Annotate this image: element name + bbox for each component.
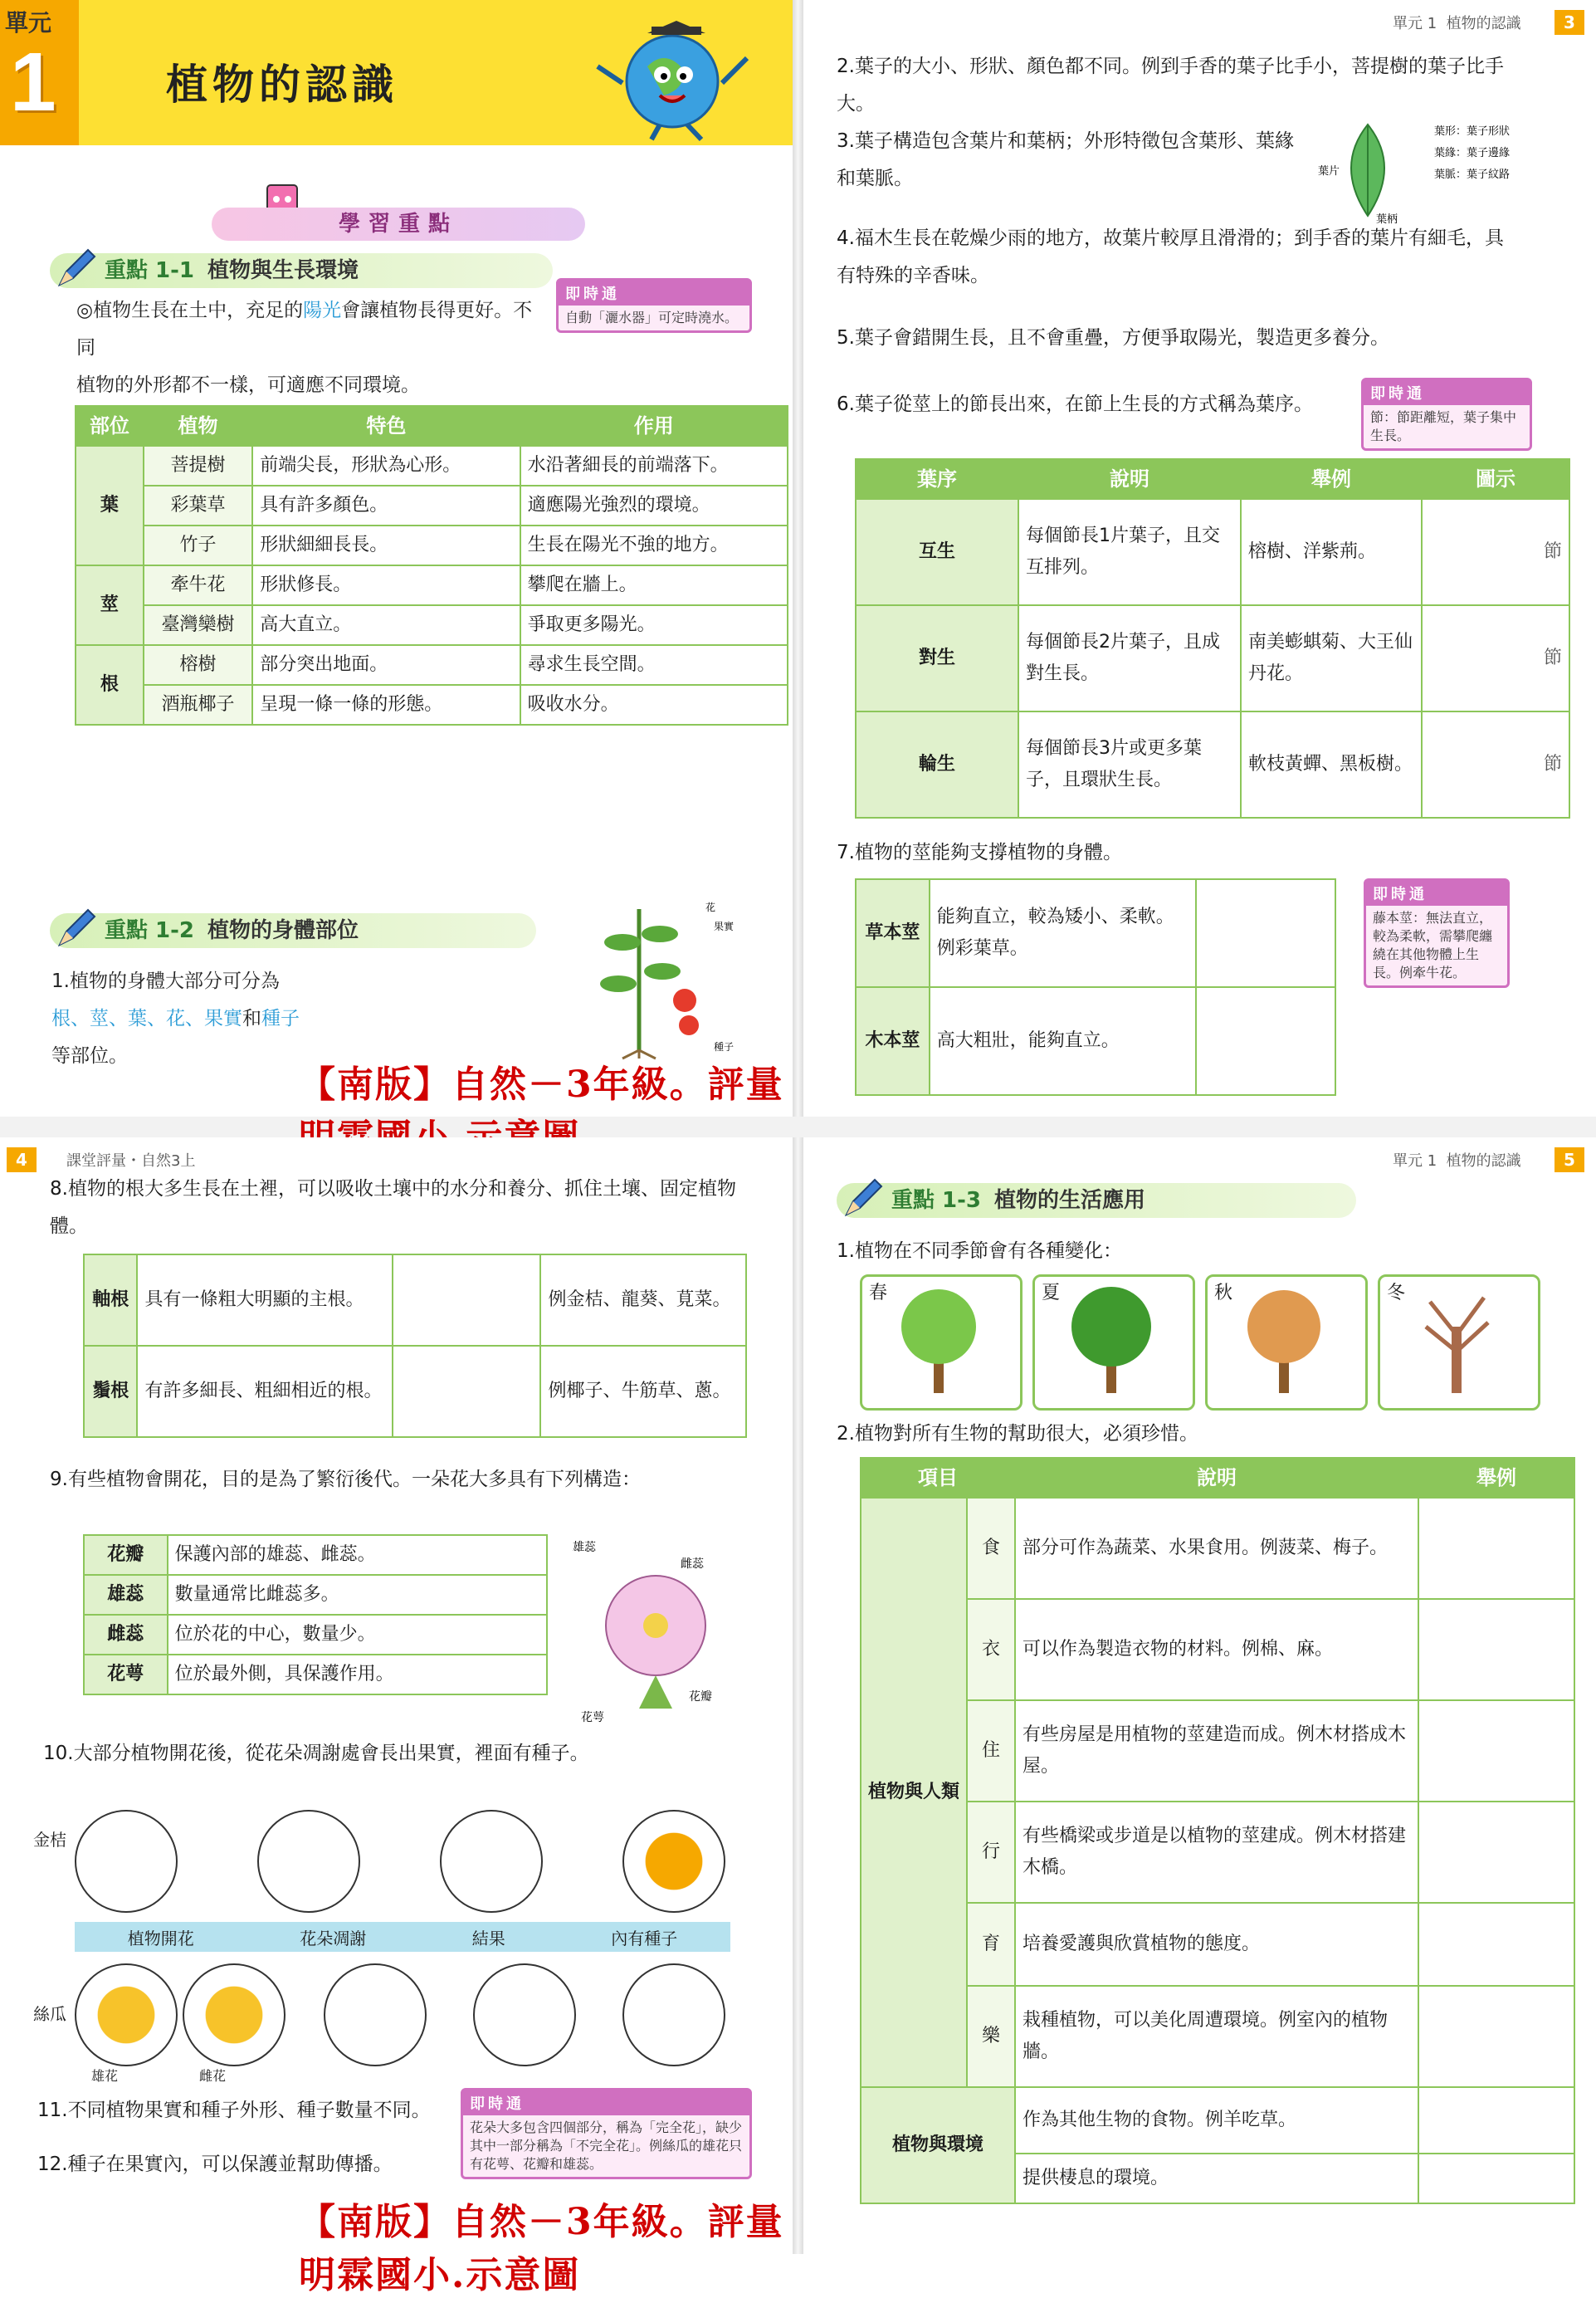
page-3 [803,0,1596,1117]
note-head: 即時通 [1364,380,1530,405]
cell-name: 花萼 [84,1655,168,1694]
stage-label: 結果 [471,1928,505,1948]
table-row [84,1575,547,1615]
cell-figure [1418,1700,1574,1802]
item-num: 4. [837,227,855,249]
cell-figure [393,1254,540,1346]
cell-part: 莖 [76,565,144,645]
cell-desc: 栽種植物，可以美化周遭環境。例室內的植物牆。 [1015,1986,1418,2087]
watermark: 【南版】自然－3年級。評量明霖國小.示意圖 [299,2201,784,2296]
cell-figure [1196,879,1335,987]
table-row [76,446,788,486]
focus-key: 重點 1-2 [105,918,195,943]
header-title: 植物的認識 [1446,1152,1521,1170]
leaf-arrangement-table [855,458,1570,819]
cell-example: 南美蟛蜞菊、大王仙丹花。 [1241,605,1422,711]
cell-figure [1196,987,1335,1095]
cell-feature: 高大直立。 [252,605,520,645]
cell-desc-text: 能夠直立，較為矮小、柔軟。 [936,907,1174,927]
cell-desc: 每個節長1片葉子，且交互排列。 [1018,499,1241,605]
cell-name: 花瓣 [84,1535,168,1575]
note-body: 藤本莖：無法直立，較為柔軟，需攀爬纏繞在其他物體上生長。例牽牛花。 [1373,910,1493,980]
cell-name: 鬚根 [84,1346,137,1437]
stage-label: 內有種子 [611,1928,678,1948]
table-row [84,1535,547,1575]
stage-circle [622,1810,725,1913]
list-item: 12.種子在果實內，可以保護並幫助傳播。 [37,2154,393,2175]
cell-figure [1418,1802,1574,1903]
focus-1-1-intro [76,292,541,404]
cell-desc: 部分可作為蔬菜、水果食用。例菠菜、梅子。 [1015,1498,1418,1599]
cell-part: 葉 [76,446,144,565]
cell-group: 植物與環境 [861,2087,1015,2203]
watermark: 【南版】自然－3年級。評量 [299,1063,784,1106]
intro-text-2: 會讓植物長得更好。不同 [76,300,533,359]
th-part: 部位 [76,406,144,446]
cell-sub: 樂 [967,1986,1015,2087]
cell-desc: 數量通常比雌蕊多。 [168,1575,547,1615]
th-example: 舉例 [1418,1458,1574,1498]
cell-figure [1418,1903,1574,1986]
stage-circle [622,1963,725,2066]
cell-figure [1418,1599,1574,1700]
list-item: 8.植物的根大多生長在土裡，可以吸收土壤中的水分和養分、抓住土壤、固定植物體。 [50,1178,736,1237]
cell-name: 雄蕊 [84,1575,168,1615]
season-label: 冬 [1387,1283,1406,1303]
page-5 [803,1137,1596,2254]
table-row [76,565,788,605]
leaf-label-edge: 葉緣：葉子邊緣 [1434,147,1511,159]
parts-text-2: 等部位。 [51,1045,128,1067]
unit-number: 1 [10,36,56,129]
cell-sub: 育 [967,1903,1015,1986]
parts-and: 和 [242,1008,261,1029]
plant-use-table [860,1457,1575,2204]
cell-desc: 位於最外側，具保護作用。 [168,1655,547,1694]
table-row [76,526,788,565]
pencil-icon [842,1176,885,1220]
cell-figure [1422,605,1569,711]
plant-environment-table [75,405,788,726]
list-item: 1.植物在不同季節會有各種變化： [837,1240,1122,1262]
fruit-name: 金桔 [33,1830,66,1850]
cell-example: 例椰子、牛筋草、蔥。 [540,1346,746,1437]
list-item [837,220,1517,295]
th-arrangement: 葉序 [856,459,1018,499]
season-label: 春 [869,1283,888,1303]
cell-use: 生長在陽光不強的地方。 [520,526,788,565]
item-num: 5. [837,327,855,349]
table-row [861,1700,1574,1802]
tomato-plant-icon [573,892,739,1059]
page-header: 課堂評量・自然3上 [66,1152,196,1170]
cell-desc: 有些橋梁或步道是以植物的莖建成。例木材搭建木橋。 [1015,1802,1418,1903]
page-header [1393,1149,1521,1171]
cell-feature: 呈現一條一條的形態。 [252,685,520,725]
list-item: 2.植物對所有生物的幫助很大，必須珍惜。 [837,1423,1198,1445]
cell-plant: 酒瓶椰子 [144,685,252,725]
page-number: 5 [1555,1147,1584,1172]
cell-desc: 可以作為製造衣物的材料。例棉、麻。 [1015,1599,1418,1700]
list-item [837,48,1517,123]
cell-sub: 食 [967,1498,1015,1599]
table-row [76,685,788,725]
cell-use: 水沿著細長的前端落下。 [520,446,788,486]
cell-plant: 竹子 [144,526,252,565]
cell-plant: 牽牛花 [144,565,252,605]
cell-use: 攀爬在牆上。 [520,565,788,605]
flower-diagram [564,1534,747,1725]
stage-label: 植物開花 [127,1928,194,1948]
cell-desc: 有些房屋是用植物的莖建造而成。例木材搭成木屋。 [1015,1700,1418,1802]
cell-part: 根 [76,645,144,725]
table-row [856,879,1335,987]
cell-use: 尋求生長空間。 [520,645,788,685]
table-row [84,1346,746,1437]
item-text: 葉子構造包含葉片和葉柄；外形特徵包含葉形、葉緣和葉脈。 [837,130,1294,189]
cell-sub: 行 [967,1802,1015,1903]
root-type-table [83,1254,747,1438]
cell-feature: 具有許多顏色。 [252,486,520,526]
stage-label: 花朵凋謝 [300,1928,367,1948]
header-unit: 單元 1 [1393,1152,1437,1170]
season-panels [860,1274,1540,1411]
focus-1-1 [50,253,553,288]
focus-key: 重點 1-1 [105,258,195,283]
item-num: 6. [837,394,855,415]
cell-name: 輪生 [856,711,1018,818]
pencil-icon [55,247,98,290]
table-row [861,1903,1574,1986]
table-row [861,1498,1574,1599]
cell-plant: 榕樹 [144,645,252,685]
th-figure: 圖示 [1422,459,1569,499]
list-item: 11.不同植物果實和種子外形、種子數量不同。 [37,2100,431,2121]
learning-focus-title: 學習重點 [212,208,585,241]
item-num: 3. [837,130,855,152]
leaf-label-vein: 葉脈：葉子紋路 [1434,169,1511,181]
intro-text-3: 植物的外形都不一樣，可適應不同環境。 [76,374,420,396]
item-text: 葉子的大小、形狀、顏色都不同。例到手香的葉子比手小，菩提樹的葉子比手大。 [837,56,1504,115]
note-instant-3 [1364,878,1510,988]
cell-desc: 每個節長3片或更多葉子，且環狀生長。 [1018,711,1241,818]
note-body: 自動「灑水器」可定時澆水。 [565,310,739,325]
focus-title: 植物與生長環境 [207,258,359,283]
flower-structure-table [83,1534,548,1695]
cell-desc: 位於花的中心，數量少。 [168,1615,547,1655]
parts-highlight: 根、莖、葉、花、果實 [51,1008,242,1029]
th-item: 項目 [861,1458,1015,1498]
globe-mascot-icon [589,17,755,141]
cell-figure [1418,2154,1574,2203]
list-item: 9.有些植物會開花，目的是為了繁衍後代。一朵花大多具有下列構造： [50,1469,641,1490]
focus-title: 植物的身體部位 [207,918,359,943]
header-unit: 單元 1 [1393,15,1437,32]
stage-circle [473,1963,576,2066]
fruit-stage-diagram [33,1810,730,2084]
note-head: 即時通 [463,2090,749,2115]
cell-desc: 保護內部的雄蕊、雌蕊。 [168,1535,547,1575]
page-header [1393,12,1521,33]
cell-figure [1422,711,1569,818]
cell-plant: 彩葉草 [144,486,252,526]
node-label: 節 [1543,648,1562,668]
note-body: 花朵大多包含四個部分，稱為「完全花」，缺少其中一部分稱為「不完全花」。例絲瓜的雄花只有花萼、花瓣和雄蕊。 [470,2120,743,2172]
th-plant: 植物 [144,406,252,446]
note-instant-2 [1361,378,1532,451]
parts-highlight-2: 種子 [261,1008,300,1029]
page-4 [0,1137,793,2296]
season-autumn [1205,1274,1368,1411]
flower-label-stamen: 雄蕊 [573,1541,596,1554]
item-text: 福木生長在乾燥少雨的地方，故葉片較厚且滑滑的；到手香的葉片有細毛，具有特殊的辛香味。 [837,227,1504,286]
list-item: 7.植物的莖能夠支撐植物的身體。 [837,842,1122,863]
cell-name: 互生 [856,499,1018,605]
cell-use: 吸收水分。 [520,685,788,725]
pencil-icon [55,907,98,950]
table-row [856,605,1569,711]
cell-plant: 臺灣欒樹 [144,605,252,645]
intro-highlight: 陽光 [303,300,342,321]
note-body: 節：節距離短，葉子集中生長。 [1370,409,1517,443]
cell-figure [1418,2087,1574,2154]
fruit-name: 絲瓜 [33,2004,66,2024]
gourd-male-label: 雄花 [91,2068,119,2084]
focus-1-2 [50,913,536,948]
table-row [861,1986,1574,2087]
cell-use: 適應陽光強烈的環境。 [520,486,788,526]
cell-group: 植物與人類 [861,1498,967,2087]
th-use: 作用 [520,406,788,446]
season-winter [1378,1274,1540,1411]
plant-label-flower: 花 [705,902,716,913]
plant-label-fruit: 果實 [714,921,735,932]
table-row [84,1655,547,1694]
season-label: 秋 [1214,1283,1233,1303]
th-feature: 特色 [252,406,520,446]
cell-name: 木本莖 [856,987,930,1095]
cell-desc: 提供棲息的環境。 [1015,2154,1418,2203]
intro-text: ◎植物生長在土中，充足的 [76,300,304,321]
gourd-female-label: 雌花 [199,2068,227,2084]
leaf-label-stalk: 葉柄 [1376,213,1398,226]
list-item [837,123,1301,198]
cell-example-text: 例彩葉草。 [936,938,1028,959]
cell-feature: 部分突出地面。 [252,645,520,685]
unit-number-box [0,0,79,145]
flower-label-sepal: 花萼 [581,1711,604,1724]
table-row [84,1254,746,1346]
node-label: 節 [1543,754,1562,775]
stem-type-table [855,878,1336,1096]
season-summer [1032,1274,1195,1411]
cell-sub: 住 [967,1700,1015,1802]
cell-feature: 形狀修長。 [252,565,520,605]
page-2 [0,0,793,1117]
stage-circle [440,1810,543,1913]
cell-feature: 形狀細細長長。 [252,526,520,565]
stage-bar [75,1922,730,1952]
flower-label-petal: 花瓣 [689,1690,712,1704]
note-head: 即時通 [559,281,749,306]
leaf-label-blade: 葉片 [1318,165,1340,178]
cell-sub: 衣 [967,1599,1015,1700]
item-text: 葉子會錯開生長，且不會重疊，方便爭取陽光，製造更多養分。 [854,327,1389,349]
page-number: 3 [1555,10,1584,35]
node-label: 節 [1543,541,1562,562]
table-row [856,711,1569,818]
stage-circle [75,1963,178,2066]
header-title: 植物的認識 [1446,15,1521,32]
plant-label-seed: 種子 [714,1041,735,1053]
table-row [76,486,788,526]
cell-name: 軸根 [84,1254,137,1346]
cell-name: 草本莖 [856,879,930,987]
leaf-structure-diagram [1318,116,1567,224]
th-example: 舉例 [1241,459,1422,499]
unit-title: 植物的認識 [166,61,398,109]
note-head: 即時通 [1366,881,1507,906]
cell-figure [1418,1986,1574,2087]
focus-title: 植物的生活應用 [994,1188,1146,1213]
cell-example: 榕樹、洋紫荊。 [1241,499,1422,605]
page-number: 4 [7,1147,37,1172]
cell-desc: 具有一條粗大明顯的主根。 [137,1254,393,1346]
focus-key: 重點 1-3 [891,1188,982,1213]
season-spring [860,1274,1023,1411]
table-row [856,987,1335,1095]
focus-1-3 [837,1183,1356,1218]
th-desc: 說明 [1015,1458,1418,1498]
cell-desc: 高大粗壯，能夠直立。 [930,987,1196,1095]
parts-text: 1.植物的身體大部分可分為 [51,971,280,992]
th-desc: 說明 [1018,459,1241,499]
season-label: 夏 [1042,1283,1061,1303]
table-row [84,1615,547,1655]
cell-use: 爭取更多陽光。 [520,605,788,645]
cell-desc: 作為其他生物的食物。例羊吃草。 [1015,2087,1418,2154]
cell-desc: 每個節長2片葉子，且成對生長。 [1018,605,1241,711]
cell-plant: 菩提樹 [144,446,252,486]
note-instant-4 [461,2088,752,2179]
table-row [861,1802,1574,1903]
stage-circle [324,1963,427,2066]
list-item: 10.大部分植物開花後，從花朵凋謝處會長出果實，裡面有種子。 [43,1743,589,1764]
table-row [861,1599,1574,1700]
flower-label-pistil: 雌蕊 [681,1557,704,1571]
table-row [76,645,788,685]
list-item [837,320,1517,357]
list-item [837,386,1351,423]
stage-circle [183,1963,286,2066]
cell-example: 例金桔、龍葵、莧菜。 [540,1254,746,1346]
item-text: 葉子從莖上的節長出來，在節上生長的方式稱為葉序。 [854,394,1313,415]
table-row [861,2087,1574,2154]
cell-name: 雌蕊 [84,1615,168,1655]
cell-name: 對生 [856,605,1018,711]
cell-desc [930,879,1196,987]
stage-circle [257,1810,360,1913]
table-row [856,499,1569,605]
cell-figure [1422,499,1569,605]
note-instant-1 [556,278,752,333]
cell-feature: 前端尖長，形狀為心形。 [252,446,520,486]
cell-figure [393,1346,540,1437]
stage-circle [75,1810,178,1913]
unit-label: 單元 [5,9,52,37]
table-row [76,605,788,645]
cell-figure [1418,1498,1574,1599]
item-num: 2. [837,56,855,77]
cell-example: 軟枝黃蟬、黑板樹。 [1241,711,1422,818]
cell-desc: 培養愛護與欣賞植物的態度。 [1015,1903,1418,1986]
page-divider [0,1117,1596,1137]
cell-desc: 有許多細長、粗細相近的根。 [137,1346,393,1437]
leaf-label-shape: 葉形：葉子形狀 [1434,125,1511,138]
